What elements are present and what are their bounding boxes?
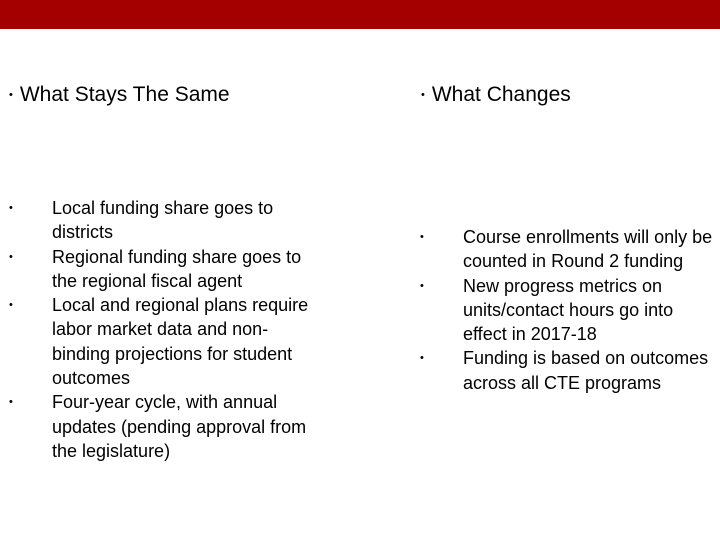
list-item-text: Local funding share goes to districts [52,198,274,243]
bullet-icon: • [420,279,424,292]
heading-text: What Stays The Same [19,83,230,106]
list-item [9,293,309,390]
list-item [420,274,718,347]
bullet-icon: • [420,231,424,243]
list-item [9,196,309,245]
stays-the-same-list [9,196,309,463]
bullet-icon: • [9,299,13,312]
heading-text: What Changes [431,83,571,106]
list-item [9,390,309,463]
list-item-text: New progress metrics on units/contact hours go into effect in 2017-18 [463,275,674,345]
list-item [420,225,718,274]
bullet-icon: • [420,352,424,365]
heading-bullet: • [9,89,13,101]
list-item [9,245,309,294]
heading-what-changes [421,82,571,108]
bullet-icon: • [9,396,13,409]
list-item-text: Course enrollments will only be counted in Round 2 funding [463,227,713,272]
list-item-text: Four-year cycle, with annual updates (pending approval from the legislature) [52,392,307,461]
heading-bullet: • [421,89,425,101]
list-item [420,346,718,395]
list-item-text: Local and regional plans require labor market data and non-binding projections for student outcomes [52,295,309,389]
heading-what-stays-the-same [9,82,230,108]
top-accent-bar [0,0,720,29]
what-changes-list [420,225,718,395]
list-item-text: Regional funding share goes to the regional fiscal agent [52,246,302,291]
bullet-icon: • [9,250,13,263]
list-item-text: Funding is based on outcomes across all CTE programs [463,348,709,393]
bullet-icon: • [9,202,13,214]
